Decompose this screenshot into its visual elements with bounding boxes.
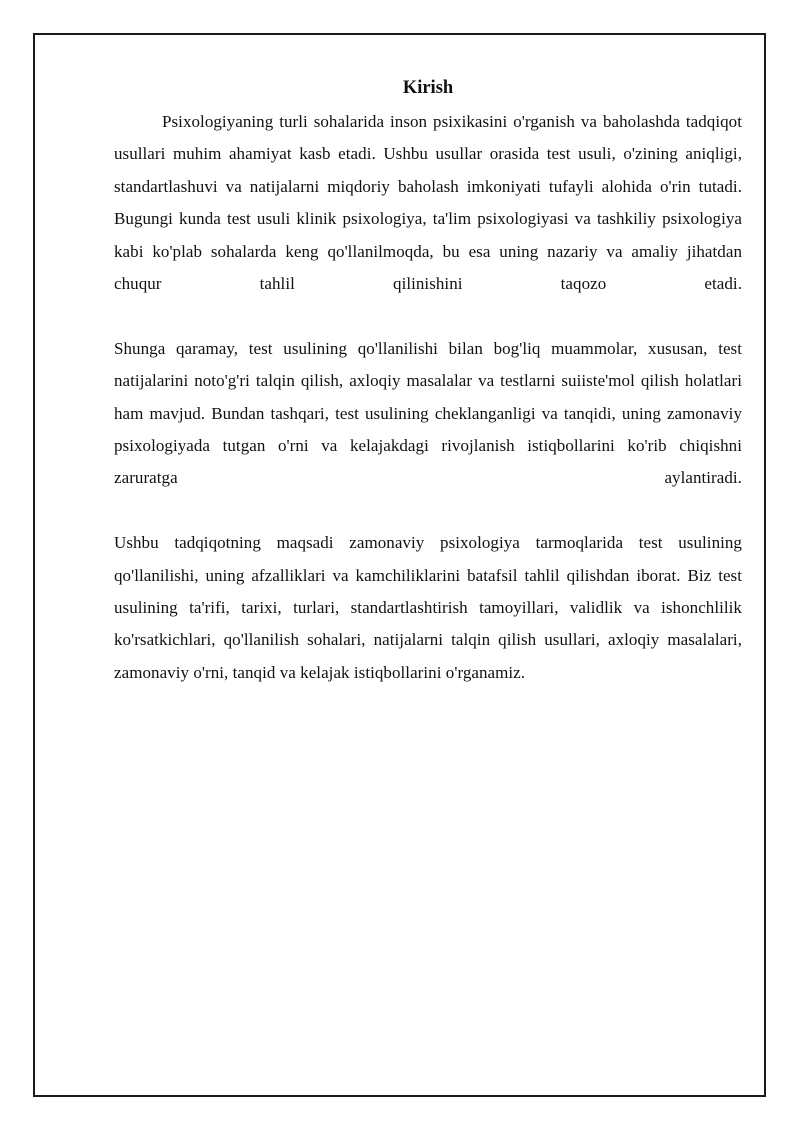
paragraph-intro: Psixologiyaning turli sohalarida inson psixikasini o'rganish va baholashda tadqiqot usullari muhim ahamiyat kasb etadi. Ushbu usullar orasida test usuli, o'zining aniqligi, standartlashuvi va natijalarni miqdoriy baholash imkoniyati tufayli alohida o'rin tutadi. Bugungi kunda test usuli klinik psixologiya, ta'lim psixologiyasi va tashkiliy psixologiya kabi ko'plab sohalarda keng qo'llanilmoqda, bu esa uning nazariy va amaliy jihatdan chuqur tahlil qilinishini taqozo etadi. [114, 112, 742, 294]
paragraph-gap [114, 495, 742, 527]
paragraph-gap [114, 300, 742, 332]
page-title: Kirish [402, 78, 454, 98]
document-body [114, 74, 742, 689]
paragraph-goal: Ushbu tadqiqotning maqsadi zamonaviy psixologiya tarmoqlarida test usulining qo'llanilishi, uning afzalliklari va kamchiliklarini batafsil tahlil qilishdan iborat. Biz test usulining ta'rifi, tarixi, turlari, standartlashtirish tamoyillari, validlik va ishonchlilik ko'rsatkichlari, qo'llanilish sohalari, natijalarni talqin qilish usullari, axloqiy masalalari, zamonaviy o'rni, tanqid va kelajak istiqbollarini o'rganamiz. [114, 533, 742, 682]
paragraph-problems: Shunga qaramay, test usulining qo'llanilishi bilan bog'liq muammolar, xususan, test natijalarini noto'g'ri talqin qilish, axloqiy masalalar va testlarni suiiste'mol qilish holatlari ham mavjud. Bundan tashqari, test usulining cheklanganligi va tanqidi, uning zamonaviy psixologiyada tutgan o'rni va kelajakdagi rivojlanish istiqbollarini ko'rib chiqishni zaruratga aylantiradi. [114, 338, 742, 488]
